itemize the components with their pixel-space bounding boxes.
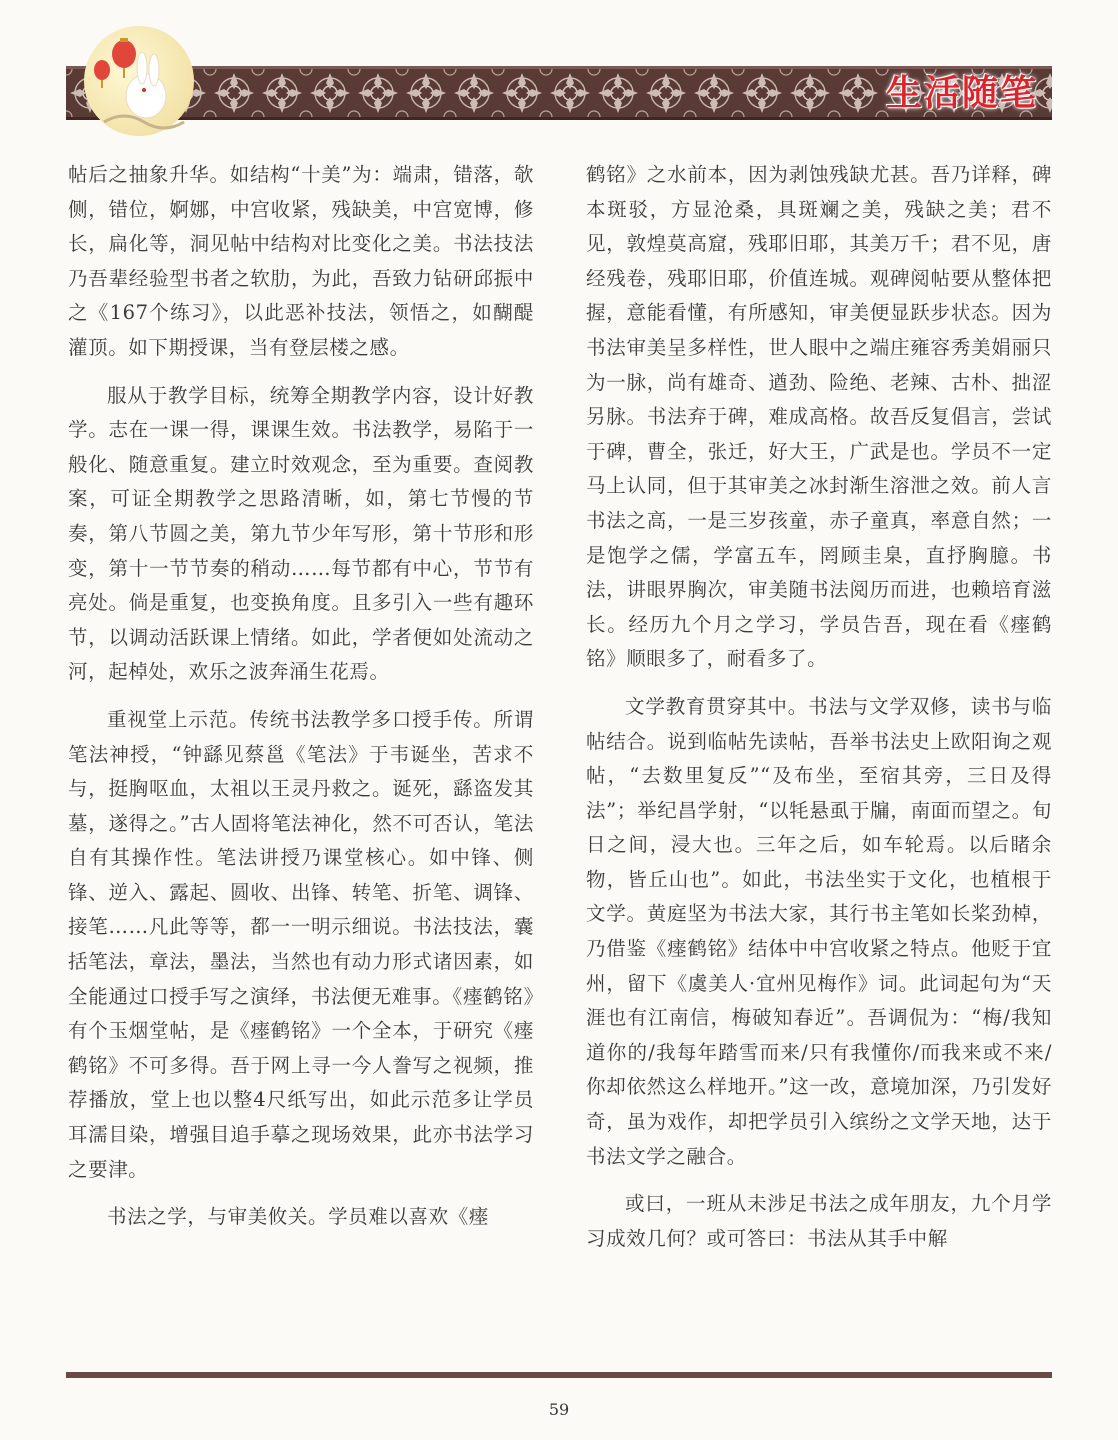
right-text-column [586,158,1052,1269]
paragraph: 文学教育贯穿其中。书法与文学双修，读书与临帖结合。说到临帖先读帖，吾举书法史上欧阳询之观帖，“去数里复反”“及布坐，至宿其旁，三日及得法”；举纪昌学射，“以牦悬虱于牖，南面而望之。旬日之间，浸大也。三年之后，如车轮焉。以后睹余物，皆丘山也”。如此，书法坐实于文化，也植根于文学。黄庭坚为书法大家，其行书主笔如长桨劲棹，乃借鉴《瘗鹤铭》结体中中宫收紧之特点。他贬于宜州，留下《虞美人·宜州见梅作》词。此词起句为“天涯也有江南信，梅破知春近”。吾调侃为：“梅/我知道你的/我每年踏雪而来/只有我懂你/而我来或不来/你却依然这么样地开。”这一改，意境加深，乃引发好奇，虽为戏作，却把学员引入缤纷之文学天地，达于书法文学之融合。 [586,694,1052,1168]
footer-divider [66,1372,1052,1378]
paragraph: 书法之学，与审美攸关。学员难以喜欢《瘗 [107,1205,489,1229]
section-title: 生活随笔 [885,72,1038,114]
paragraph: 或曰，一班从未涉足书法之成年朋友，九个月学习成效几何？或可答曰：书法从其手中解 [586,1192,1052,1250]
paragraph: 重视堂上示范。传统书法教学多口授手传。所谓笔法神授，“钟繇见蔡邕《笔法》于韦诞坐，苦求不与，挺胸呕血，太祖以王灵丹救之。诞死，繇盗发其墓，遂得之。”古人固将笔法神化，然不可否认，笔法自有其操作性。笔法讲授乃课堂核心。如中锋、侧锋、逆入、露起、圆收、出锋、转笔、折笔、调锋、接笔……凡此等等，都一一明示细说。书法技法，囊括笔法，章法，墨法，当然也有动力形式诸因素，如全能通过口授手写之演绎，书法便无难事。《瘗鹤铭》有个玉烟堂帖，是《瘗鹤铭》一个全本，于研究《瘗鹤铭》不可多得。吾于网上寻一今人誊写之视频，推荐播放，堂上也以整4尺纸写出，如此示范多让学员耳濡目染，增强目追手摹之现场效果，此亦书法学习之要津。 [68,707,534,1181]
moon-rabbit-illustration [84,26,194,136]
paragraph: 帖后之抽象升华。如结构“十美”为：端肃，错落，欹侧，错位，婀娜，中宫收紧，残缺美，中宫宽博，修长，扁化等，洞见帖中结构对比变化之美。书法技法乃吾辈经验型书者之软肋，为此，吾致力钻研邱振中之《167个练习》，以此恶补技法，领悟之，如醐醍灌顶。如下期授课，当有登层楼之感。 [68,163,534,359]
left-text-column [68,158,534,1248]
paragraph: 服从于教学目标，统筹全期教学内容，设计好教学。志在一课一得，课课生效。书法教学，易陷于一般化、随意重复。建立时效观念，至为重要。查阅教案，可证全期教学之思路清晰，如，第七节慢的节奏，第八节圆之美，第九节少年写形，第十节形和形变，第十一节节奏的稍动……每节都有中心，节节有亮处。倘是重复，也变换角度。且多引入一些有趣环节，以调动活跃课上情绪。如此，学者便如处流动之河，起棹处，欢乐之波奔涌生花焉。 [68,383,534,684]
page-number: 59 [548,1400,570,1419]
paragraph: 鹤铭》之水前本，因为剥蚀残缺尤甚。吾乃详释，碑本斑驳，方显沧桑，具斑斓之美，残缺之美；君不见，敦煌莫高窟，残耶旧耶，其美万千；君不见，唐经残卷，残耶旧耶，价值连城。观碑阅帖要从整体把握，意能看懂，有所感知，审美便显跃步状态。因为书法审美呈多样性，世人眼中之端庄雍容秀美娟丽只为一脉，尚有雄奇、遒劲、险绝、老辣、古朴、拙涩另脉。书法弃于碑，难成高格。故吾反复倡言，尝试于碑，曹全，张迁，好大王，广武是也。学员不一定马上认同，但于其审美之冰封渐生溶泄之效。前人言书法之高，一是三岁孩童，赤子童真，率意自然；一是饱学之儒，学富五车，罔顾圭臬，直抒胸臆。书法，讲眼界胸次，审美随书法阅历而进，也赖培育滋长。经历九个月之学习，学员告吾，现在看《瘗鹤铭》顺眼多了，耐看多了。 [586,163,1052,671]
